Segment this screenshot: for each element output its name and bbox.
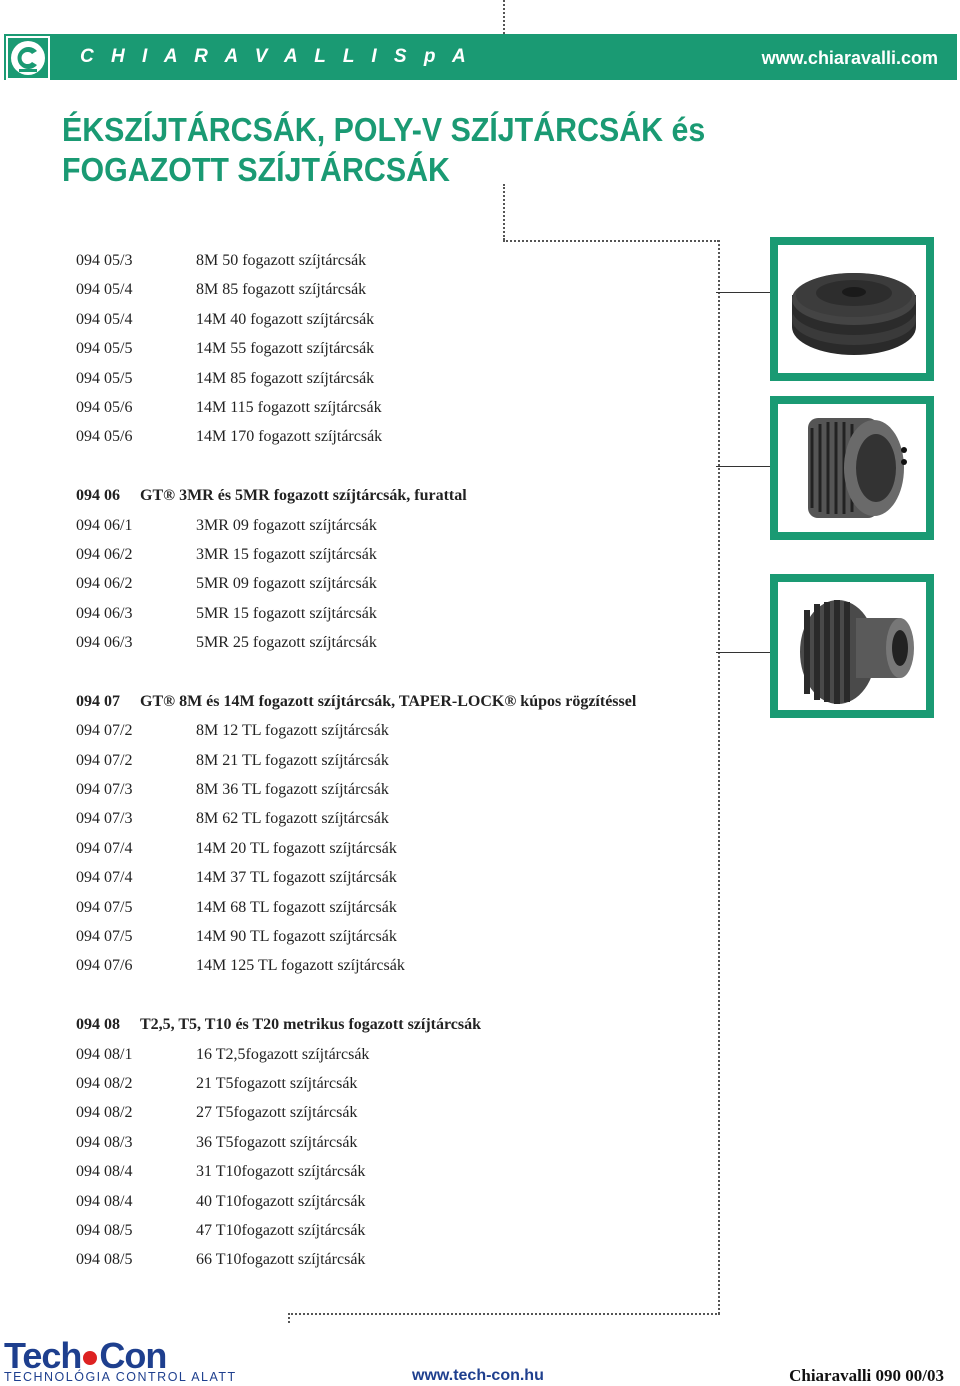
group-title: T2,5, T5, T10 és T20 metrikus fogazott szíjtárcsák <box>140 1016 482 1034</box>
item-code: 094 08/4 <box>76 1192 133 1210</box>
item-code: 094 07/6 <box>76 957 133 975</box>
item-code: 094 08/5 <box>76 1221 133 1239</box>
page-title-line-1: ÉKSZÍJTÁRCSÁK, POLY-V SZÍJTÁRCSÁK és <box>62 111 706 148</box>
footer-url-link[interactable]: www.tech-con.hu <box>412 1367 544 1384</box>
item-desc: 14M 40 fogazott szíjtárcsák <box>196 310 375 328</box>
item-desc: 36 T5fogazott szíjtárcsák <box>196 1133 358 1151</box>
group-spacer <box>76 657 716 686</box>
list-item <box>76 511 716 540</box>
item-code: 094 07/2 <box>76 751 133 769</box>
list-item <box>76 922 716 951</box>
item-code: 094 08/3 <box>76 1133 133 1151</box>
list-item <box>76 364 716 393</box>
photo-pointer-line <box>716 466 772 467</box>
chiaravalli-logo-icon <box>6 36 50 80</box>
item-desc: 14M 170 fogazott szíjtárcsák <box>196 428 383 446</box>
item-desc: 14M 68 TL fogazott szíjtárcsák <box>196 898 397 916</box>
list-item <box>76 775 716 804</box>
item-code: 094 05/4 <box>76 281 133 299</box>
document-code: Chiaravalli 090 00/03 <box>789 1366 944 1385</box>
item-code: 094 06/1 <box>76 516 133 534</box>
group-code: 094 08 <box>76 1016 120 1034</box>
techcon-tagline: TECHNOLÓGIA CONTROL ALATT <box>4 1370 237 1384</box>
item-desc: 14M 85 fogazott szíjtárcsák <box>196 369 375 387</box>
item-desc: 47 T10fogazott szíjtárcsák <box>196 1221 366 1239</box>
list-item <box>76 804 716 833</box>
item-desc: 14M 55 fogazott szíjtárcsák <box>196 340 375 358</box>
item-desc: 31 T10fogazott szíjtárcsák <box>196 1163 366 1181</box>
photo-pointer-line <box>716 292 772 293</box>
item-code: 094 06/2 <box>76 575 133 593</box>
item-code: 094 07/4 <box>76 839 133 857</box>
guide-line-list-right <box>718 240 720 1314</box>
item-desc: 14M 90 TL fogazott szíjtárcsák <box>196 927 397 945</box>
item-code: 094 07/3 <box>76 810 133 828</box>
item-desc: 3MR 15 fogazott szíjtárcsák <box>196 545 377 563</box>
item-desc: 5MR 09 fogazott szíjtárcsák <box>196 575 377 593</box>
item-code: 094 05/6 <box>76 428 133 446</box>
list-item <box>76 1128 716 1157</box>
group-code: 094 07 <box>76 692 120 710</box>
item-code: 094 07/2 <box>76 722 133 740</box>
item-desc: 8M 62 TL fogazott szíjtárcsák <box>196 810 389 828</box>
photo-pointer-line <box>716 652 772 653</box>
item-desc: 3MR 09 fogazott szíjtárcsák <box>196 516 377 534</box>
guide-line-footer <box>288 1313 290 1323</box>
group-spacer <box>76 981 716 1010</box>
list-item <box>76 1098 716 1127</box>
item-desc: 8M 36 TL fogazott szíjtárcsák <box>196 781 389 799</box>
group-spacer <box>76 452 716 481</box>
item-code: 094 05/3 <box>76 252 133 269</box>
item-desc: 8M 21 TL fogazott szíjtárcsák <box>196 751 389 769</box>
item-code: 094 08/4 <box>76 1163 133 1181</box>
list-item <box>76 1040 716 1069</box>
list-item <box>76 1245 716 1274</box>
item-code: 094 07/5 <box>76 898 133 916</box>
group-heading <box>76 1010 716 1039</box>
brand-name: C H I A R A V A L L I S p A <box>80 46 472 67</box>
list-item <box>76 393 716 422</box>
item-desc: 8M 12 TL fogazott szíjtárcsák <box>196 722 389 740</box>
product-list <box>76 246 716 1275</box>
list-item <box>76 599 716 628</box>
timing-pulley-photo-icon <box>770 574 934 718</box>
item-code: 094 05/6 <box>76 398 133 416</box>
group-title: GT® 8M és 14M fogazott szíjtárcsák, TAPER-LOCK® kúpos rögzítéssel <box>140 692 637 710</box>
list-item <box>76 716 716 745</box>
guide-line-top <box>503 0 505 34</box>
list-item <box>76 246 716 275</box>
guide-line-list-top <box>503 240 719 242</box>
list-item <box>76 628 716 657</box>
list-item <box>76 1187 716 1216</box>
item-desc: 14M 115 fogazott szíjtárcsák <box>196 398 382 416</box>
item-desc: 66 T10fogazott szíjtárcsák <box>196 1251 366 1269</box>
item-code: 094 06/3 <box>76 634 133 652</box>
group-heading <box>76 687 716 716</box>
item-desc: 8M 50 fogazott szíjtárcsák <box>196 252 367 269</box>
page-title-line-2: FOGAZOTT SZÍJTÁRCSÁK <box>62 151 450 188</box>
techcon-logo-part-1: Tech <box>4 1335 82 1376</box>
item-code: 094 08/2 <box>76 1104 133 1122</box>
group-heading <box>76 481 716 510</box>
list-item <box>76 834 716 863</box>
techcon-logo-dot-icon <box>83 1351 97 1365</box>
group-title: GT® 3MR és 5MR fogazott szíjtárcsák, furattal <box>140 487 467 505</box>
list-item <box>76 746 716 775</box>
item-code: 094 05/4 <box>76 310 133 328</box>
list-item <box>76 334 716 363</box>
item-code: 094 05/5 <box>76 369 133 387</box>
brand-url-link[interactable]: www.chiaravalli.com <box>761 48 938 68</box>
group-code: 094 06 <box>76 487 120 505</box>
item-desc: 40 T10fogazott szíjtárcsák <box>196 1192 366 1210</box>
item-code: 094 05/5 <box>76 340 133 358</box>
item-code: 094 08/1 <box>76 1045 133 1063</box>
guide-line-list-bottom <box>288 1313 720 1315</box>
list-item <box>76 305 716 334</box>
list-item <box>76 1157 716 1186</box>
list-item <box>76 1069 716 1098</box>
item-code: 094 08/2 <box>76 1074 133 1092</box>
item-desc: 21 T5fogazott szíjtárcsák <box>196 1074 358 1092</box>
list-item <box>76 275 716 304</box>
item-code: 094 07/4 <box>76 869 133 887</box>
list-item <box>76 1216 716 1245</box>
list-item <box>76 863 716 892</box>
item-desc: 16 T2,5fogazott szíjtárcsák <box>196 1045 370 1063</box>
list-item <box>76 540 716 569</box>
v-belt-pulley-photo-icon <box>770 237 934 381</box>
item-code: 094 06/2 <box>76 545 133 563</box>
item-code: 094 08/5 <box>76 1251 133 1269</box>
item-code: 094 07/3 <box>76 781 133 799</box>
item-desc: 5MR 25 fogazott szíjtárcsák <box>196 634 377 652</box>
item-desc: 8M 85 fogazott szíjtárcsák <box>196 281 367 299</box>
item-desc: 27 T5fogazott szíjtárcsák <box>196 1104 358 1122</box>
poly-v-pulley-photo-icon <box>770 396 934 540</box>
techcon-logo-part-2: Con <box>99 1335 167 1376</box>
list-item <box>76 569 716 598</box>
item-desc: 14M 37 TL fogazott szíjtárcsák <box>196 869 397 887</box>
item-code: 094 06/3 <box>76 604 133 622</box>
item-desc: 14M 125 TL fogazott szíjtárcsák <box>196 957 405 975</box>
page-title <box>62 110 705 190</box>
item-code: 094 07/5 <box>76 927 133 945</box>
list-item <box>76 893 716 922</box>
techcon-logo <box>4 1335 167 1376</box>
list-item <box>76 422 716 451</box>
list-item <box>76 951 716 980</box>
item-desc: 5MR 15 fogazott szíjtárcsák <box>196 604 377 622</box>
item-desc: 14M 20 TL fogazott szíjtárcsák <box>196 839 397 857</box>
guide-line-mid <box>503 184 505 240</box>
